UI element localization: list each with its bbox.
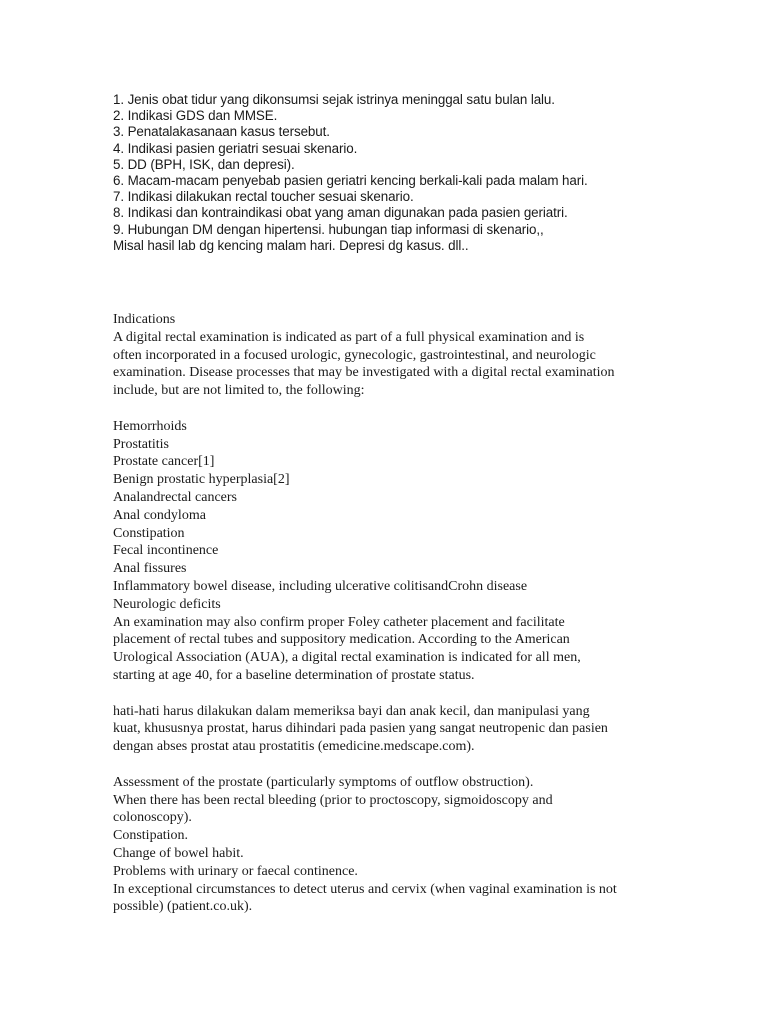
- paragraph-line: hati-hati harus dilakukan dalam memeriksa bayi dan anak kecil, dan manipulasi yang: [113, 703, 590, 719]
- list-item: Benign prostatic hyperplasia[2]: [113, 472, 290, 488]
- list-item: Fecal incontinence: [113, 543, 219, 559]
- question-item: 9. Hubungan DM dengan hipertensi. hubungan tiap informasi di skenario,,: [113, 221, 544, 237]
- list-item: Anal fissures: [113, 561, 187, 577]
- question-item: 3. Penatalakasanaan kasus tersebut.: [113, 124, 330, 140]
- paragraph-line: Urological Association (AUA), a digital rectal examination is indicated for all men,: [113, 650, 581, 666]
- list-item: Analandrectal cancers: [113, 490, 237, 505]
- list-item: Prostate cancer[1]: [113, 454, 215, 470]
- question-item: 6. Macam-macam penyebab pasien geriatri kencing berkali-kali pada malam hari.: [113, 173, 588, 189]
- condition-list: [113, 418, 658, 614]
- paragraph-line: include, but are not limited to, the following:: [113, 383, 365, 399]
- list-item: Problems with urinary or faecal continence.: [113, 863, 358, 879]
- list-item: Assessment of the prostate (particularly symptoms of outflow obstruction).: [113, 774, 534, 790]
- paragraph-line: often incorporated in a focused urologic, gynecologic, gastrointestinal, and neurologic: [113, 347, 596, 363]
- list-item: When there has been rectal bleeding (prior to proctoscopy, sigmoidoscopy and: [113, 792, 553, 808]
- list-item: Change of bowel habit.: [113, 845, 244, 861]
- list-item: In exceptional circumstances to detect uterus and cervix (when vaginal examination is not: [113, 881, 617, 897]
- indications-section: [113, 311, 658, 916]
- question-item: 2. Indikasi GDS dan MMSE.: [113, 108, 278, 124]
- list-item: possible) (patient.co.uk).: [113, 899, 253, 915]
- paragraph-line: dengan abses prostat atau prostatitis (emedicine.medscape.com).: [113, 739, 475, 755]
- paragraph-line: A digital rectal examination is indicated as part of a full physical examination and is: [113, 329, 585, 345]
- paragraph-line: starting at age 40, for a baseline determination of prostate status.: [113, 667, 475, 683]
- list-item: Anal condyloma: [113, 507, 206, 523]
- section-heading: Indications: [113, 312, 176, 328]
- question-item: 7. Indikasi dilakukan rectal toucher sesuai skenario.: [113, 189, 414, 205]
- question-list: [113, 92, 658, 254]
- paragraph-line: examination. Disease processes that may be investigated with a digital rectal examination: [113, 365, 615, 381]
- paragraph-line: kuat, khususnya prostat, harus dihindari pada pasien yang sangat neutropenic dan pasien: [113, 721, 608, 737]
- paragraph-line: An examination may also confirm proper Foley catheter placement and facilitate: [113, 614, 565, 630]
- list-item: Inflammatory bowel disease, including ulcerative colitisandCrohn disease: [113, 578, 528, 594]
- question-item: 4. Indikasi pasien geriatri sesuai skenario.: [113, 140, 358, 156]
- question-item: 5. DD (BPH, ISK, dan depresi).: [113, 156, 295, 172]
- question-note: Misal hasil lab dg kencing malam hari. Depresi dg kasus. dll..: [113, 237, 469, 253]
- paragraph-line: placement of rectal tubes and suppository medication. According to the American: [113, 632, 570, 648]
- caution-paragraph: [113, 703, 658, 756]
- question-item: 8. Indikasi dan kontraindikasi obat yang aman digunakan pada pasien geriatri.: [113, 205, 568, 221]
- list-item: Prostatitis: [113, 436, 170, 452]
- question-item: 1. Jenis obat tidur yang dikonsumsi sejak istrinya meninggal satu bulan lalu.: [113, 92, 555, 107]
- document-page: [113, 92, 658, 916]
- list-item: Hemorrhoids: [113, 418, 187, 434]
- list-item: Constipation.: [113, 828, 189, 844]
- list-item: colonoscopy).: [113, 810, 192, 826]
- list-item: Neurologic deficits: [113, 596, 221, 612]
- assessment-list: [113, 774, 658, 916]
- list-item: Constipation: [113, 525, 185, 541]
